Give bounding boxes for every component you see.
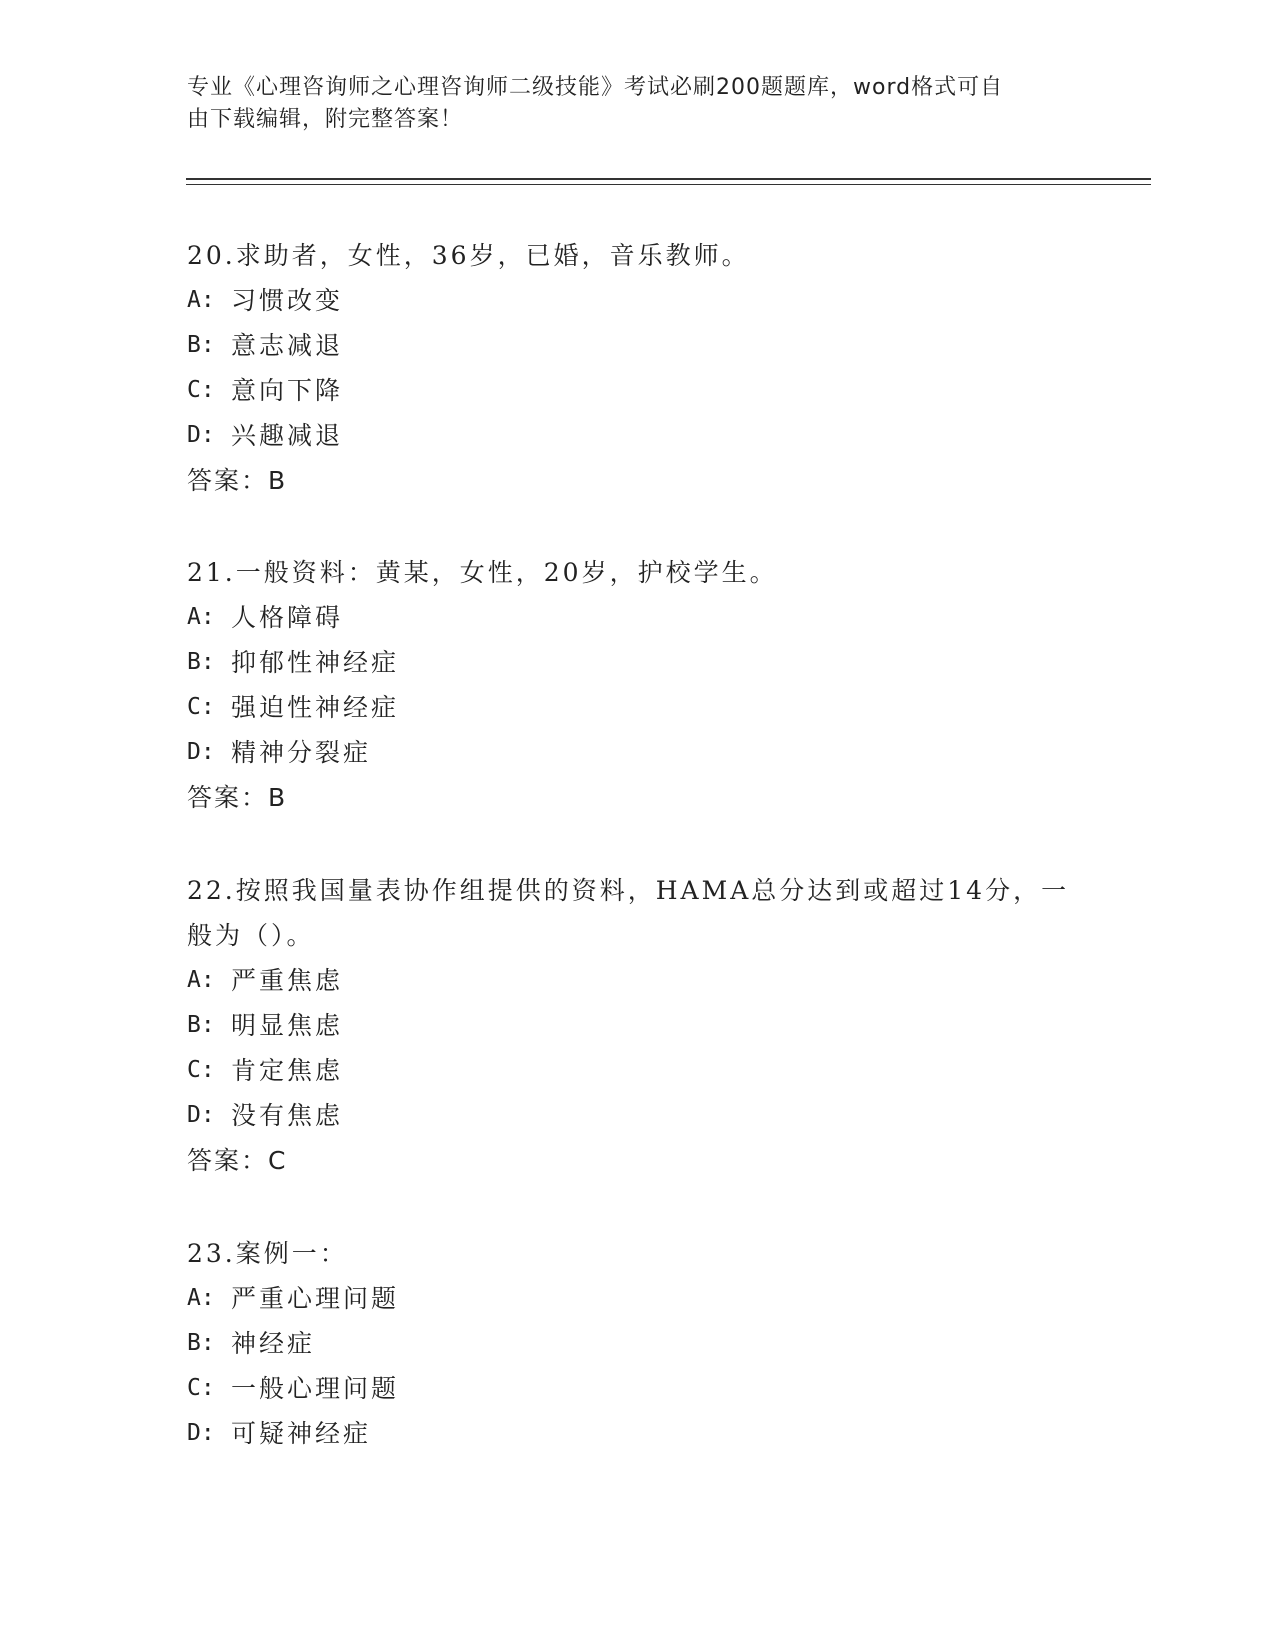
question-22 [187,868,1087,1183]
answer-line: 答案：C [187,1146,288,1175]
option-text: 兴趣减退 [231,421,344,450]
option-a [187,278,1087,323]
option-a [187,595,1087,640]
option-text: 强迫性神经症 [231,693,400,722]
header-line-2: 由下载编辑，附完整答案！ [187,107,464,132]
option-key: D: [187,422,215,448]
option-key: D: [187,739,215,765]
option-text: 神经症 [231,1329,316,1358]
option-key: C: [187,377,215,403]
option-b [187,640,1087,685]
option-c [187,368,1087,413]
option-c [187,1366,1087,1411]
option-key: D: [187,1102,215,1128]
option-key: D: [187,1420,215,1446]
option-key: C: [187,1057,215,1083]
answer-line: 答案：B [187,466,288,495]
option-key: C: [187,1375,215,1401]
header-line-1: 专业《心理咨询师之心理咨询师二级技能》考试必刷200题题库，word格式可自 [187,75,1004,100]
option-key: B: [187,1330,215,1356]
option-a [187,958,1087,1003]
option-text: 严重心理问题 [231,1284,400,1313]
question-stem: 21.一般资料：黄某，女性，20岁，护校学生。 [187,558,778,587]
option-text: 肯定焦虑 [231,1056,344,1085]
option-key: C: [187,694,215,720]
option-text: 人格障碍 [231,603,344,632]
question-23 [187,1231,1087,1456]
option-key: A: [187,604,215,630]
option-text: 一般心理问题 [231,1374,400,1403]
option-text: 意志减退 [231,331,344,360]
question-stem: 20.求助者，女性，36岁，已婚，音乐教师。 [187,241,750,270]
option-b [187,323,1087,368]
question-stem-line-2: 般为（）。 [187,921,315,950]
header-divider-thick [186,178,1151,180]
option-d [187,1411,1087,1456]
option-c [187,1048,1087,1093]
option-key: A: [187,287,215,313]
option-text: 明显焦虑 [231,1011,344,1040]
option-b [187,1321,1087,1366]
option-d [187,413,1087,458]
option-a [187,1276,1087,1321]
option-key: B: [187,332,215,358]
option-text: 严重焦虑 [231,966,344,995]
option-key: B: [187,1012,215,1038]
option-d [187,730,1087,775]
option-text: 意向下降 [231,376,344,405]
question-20 [187,233,1087,503]
option-key: A: [187,1285,215,1311]
option-c [187,685,1087,730]
question-stem: 23.案例一： [187,1239,348,1268]
question-stem-line-1: 22.按照我国量表协作组提供的资料，HAMA总分达到或超过14分，一 [187,876,1070,905]
document-header [187,72,1067,136]
option-text: 没有焦虑 [231,1101,344,1130]
option-text: 抑郁性神经症 [231,648,400,677]
option-text: 可疑神经症 [231,1419,372,1448]
option-text: 精神分裂症 [231,738,372,767]
option-b [187,1003,1087,1048]
option-key: B: [187,649,215,675]
option-d [187,1093,1087,1138]
answer-line: 答案：B [187,783,288,812]
question-21 [187,550,1087,820]
option-key: A: [187,967,215,993]
header-divider-thin [186,184,1151,185]
option-text: 习惯改变 [231,286,344,315]
